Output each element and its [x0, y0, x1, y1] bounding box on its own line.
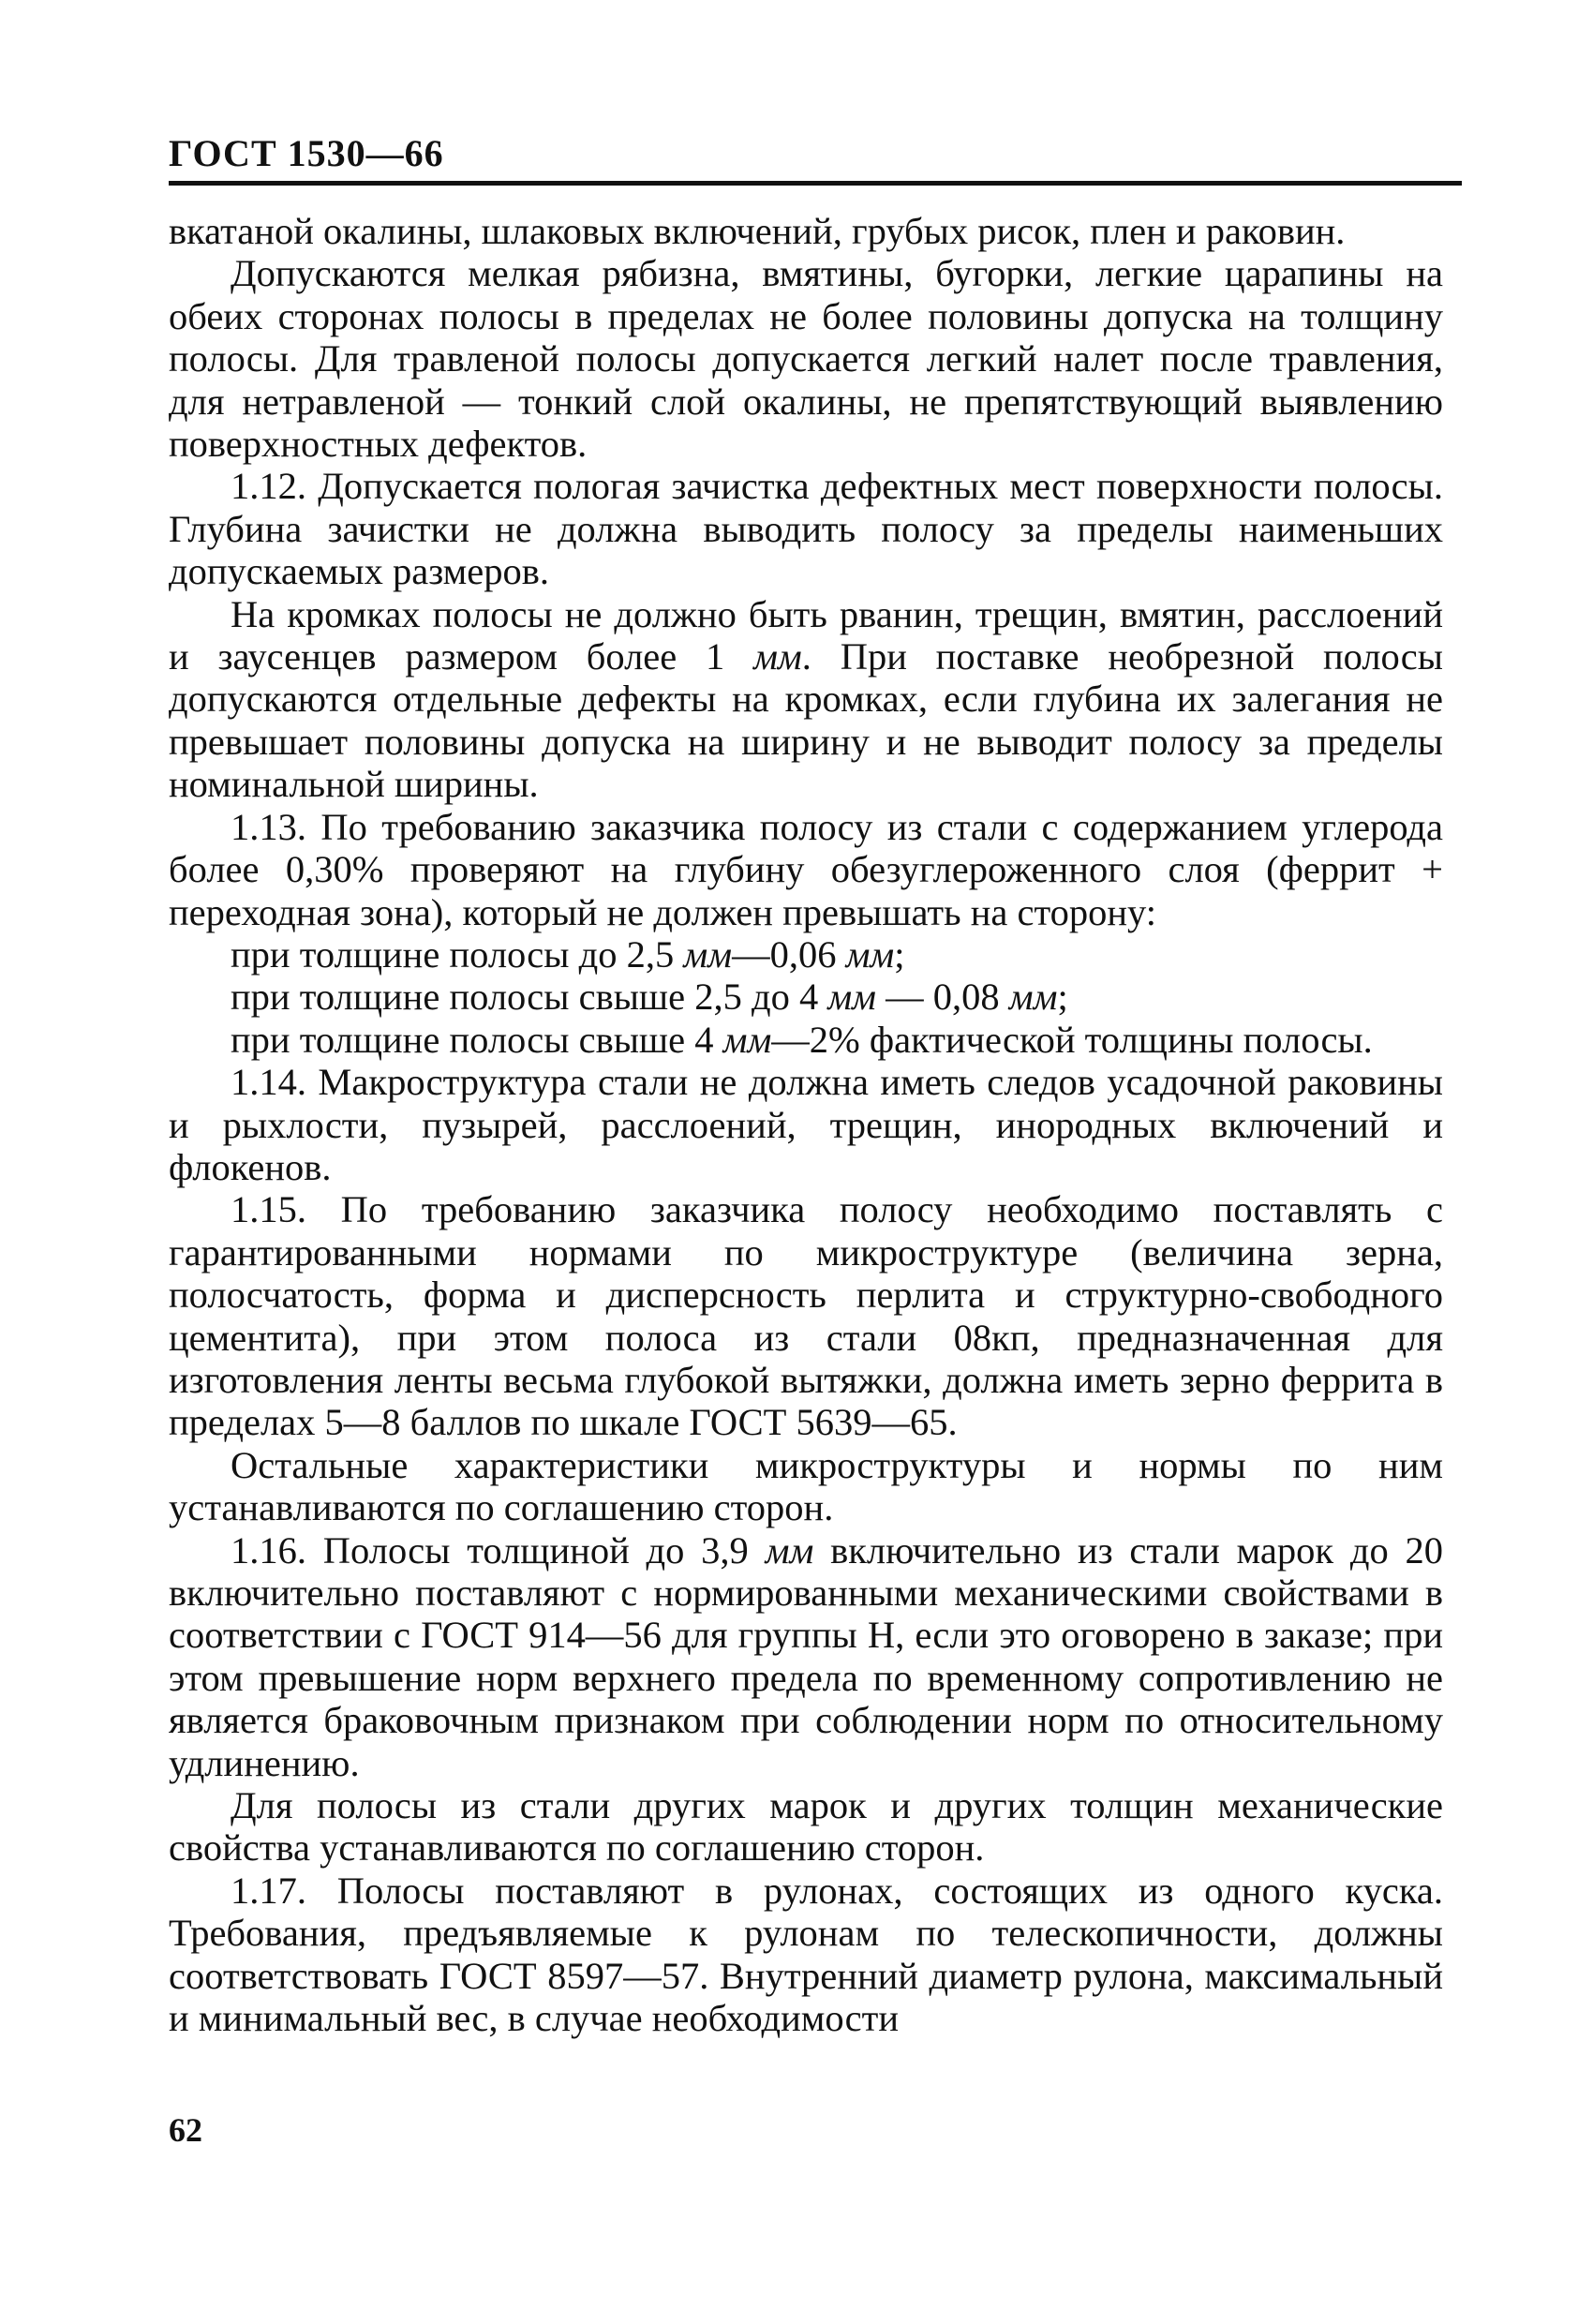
list-item-thickness-over-4: при толщине полосы свыше 4 мм—2% фактической толщины полосы. — [231, 1018, 1373, 1061]
header-rule — [169, 181, 1462, 186]
paragraph-surface-defects: Допускаются мелкая рябизна, вмятины, бугорки, легкие царапины на обеих сторонах полосы в пределах не более половины допуска на толщину полосы. Для травленой полосы допускается легкий налет после травления, для нетравленой — тонкий слой окалины, не препятствующий выявлению поверхностных дефектов. — [169, 252, 1443, 466]
paragraph-continuation: вкатаной окалины, шлаковых включений, грубых рисок, плен и раковин. — [169, 210, 1346, 252]
paragraph-1-17: 1.17. Полосы поставляют в рулонах, состоящих из одного куска. Требования, предъявляемые к рулонам по телескопичности, должны соответствовать ГОСТ 8597—57. Внутренний диаметр рулона, максимальный и минимальный вес, в случае необходимости — [169, 1869, 1443, 2040]
paragraph-1-16: 1.16. Полосы толщиной до 3,9 мм включительно из стали марок до 20 включительно поставляют с нормированными механическими свойствами в соответствии с ГОСТ 914—56 для группы Н, если это оговорено в заказе; при этом превышение норм верхнего предела по временному сопротивлению не является браковочным признаком при соблюдении норм по относительному удлинению. — [169, 1528, 1443, 1784]
page-number: 62 — [169, 2111, 202, 2149]
list-item-thickness-2-5: при толщине полосы до 2,5 мм—0,06 мм; — [231, 932, 905, 976]
paragraph-1-13: 1.13. По требованию заказчика полосу из стали с содержанием углерода более 0,30% проверяют на глубину обезуглероженного слоя (феррит + переходная зона), который не должен превышать на сторону: — [169, 805, 1443, 933]
paragraph-edge-defects: На кромках полосы не должно быть рванин, трещин, вмятин, расслоений и заусенцев размером более 1 мм. При поставке необрезной полосы допускаются отдельные дефекты на кромках, если глубина их залегания не превышает половины допуска на ширину и не выводит полосу за пределы номинальной ширины. — [169, 592, 1443, 806]
paragraph-1-12: 1.12. Допускается пологая зачистка дефектных мест поверхности полосы. Глубина зачистки не должна выводить полосу за пределы наименьших допускаемых размеров. — [169, 465, 1443, 593]
list-item-thickness-2-5-to-4: при толщине полосы свыше 2,5 до 4 мм — 0,08 мм; — [231, 976, 1068, 1019]
paragraph-1-14: 1.14. Макроструктура стали не должна иметь следов усадочной раковины и рыхлости, пузырей, расслоений, трещин, инородных включений и флокенов. — [169, 1061, 1443, 1188]
page-header-standard-number: ГОСТ 1530—66 — [169, 132, 444, 174]
body-text — [169, 210, 1443, 2039]
paragraph-1-15: 1.15. По требованию заказчика полосу необходимо поставлять с гарантированными нормами по микроструктуре (величина зерна, полосчатость, форма и дисперсность перлита и структурно-свободного цементита), при этом полоса из стали 08кп, предназначенная для изготовления ленты весьма глубокой вытяжки, должна иметь зерно феррита в пределах 5—8 баллов по шкале ГОСТ 5639—65. — [169, 1188, 1443, 1444]
paragraph-other-grades: Для полосы из стали других марок и других толщин механические свойства устанавливаются по соглашению сторон. — [169, 1784, 1443, 1870]
paragraph-microstructure-other: Остальные характеристики микроструктуры и нормы по ним устанавливаются по соглашению сторон. — [169, 1443, 1443, 1529]
